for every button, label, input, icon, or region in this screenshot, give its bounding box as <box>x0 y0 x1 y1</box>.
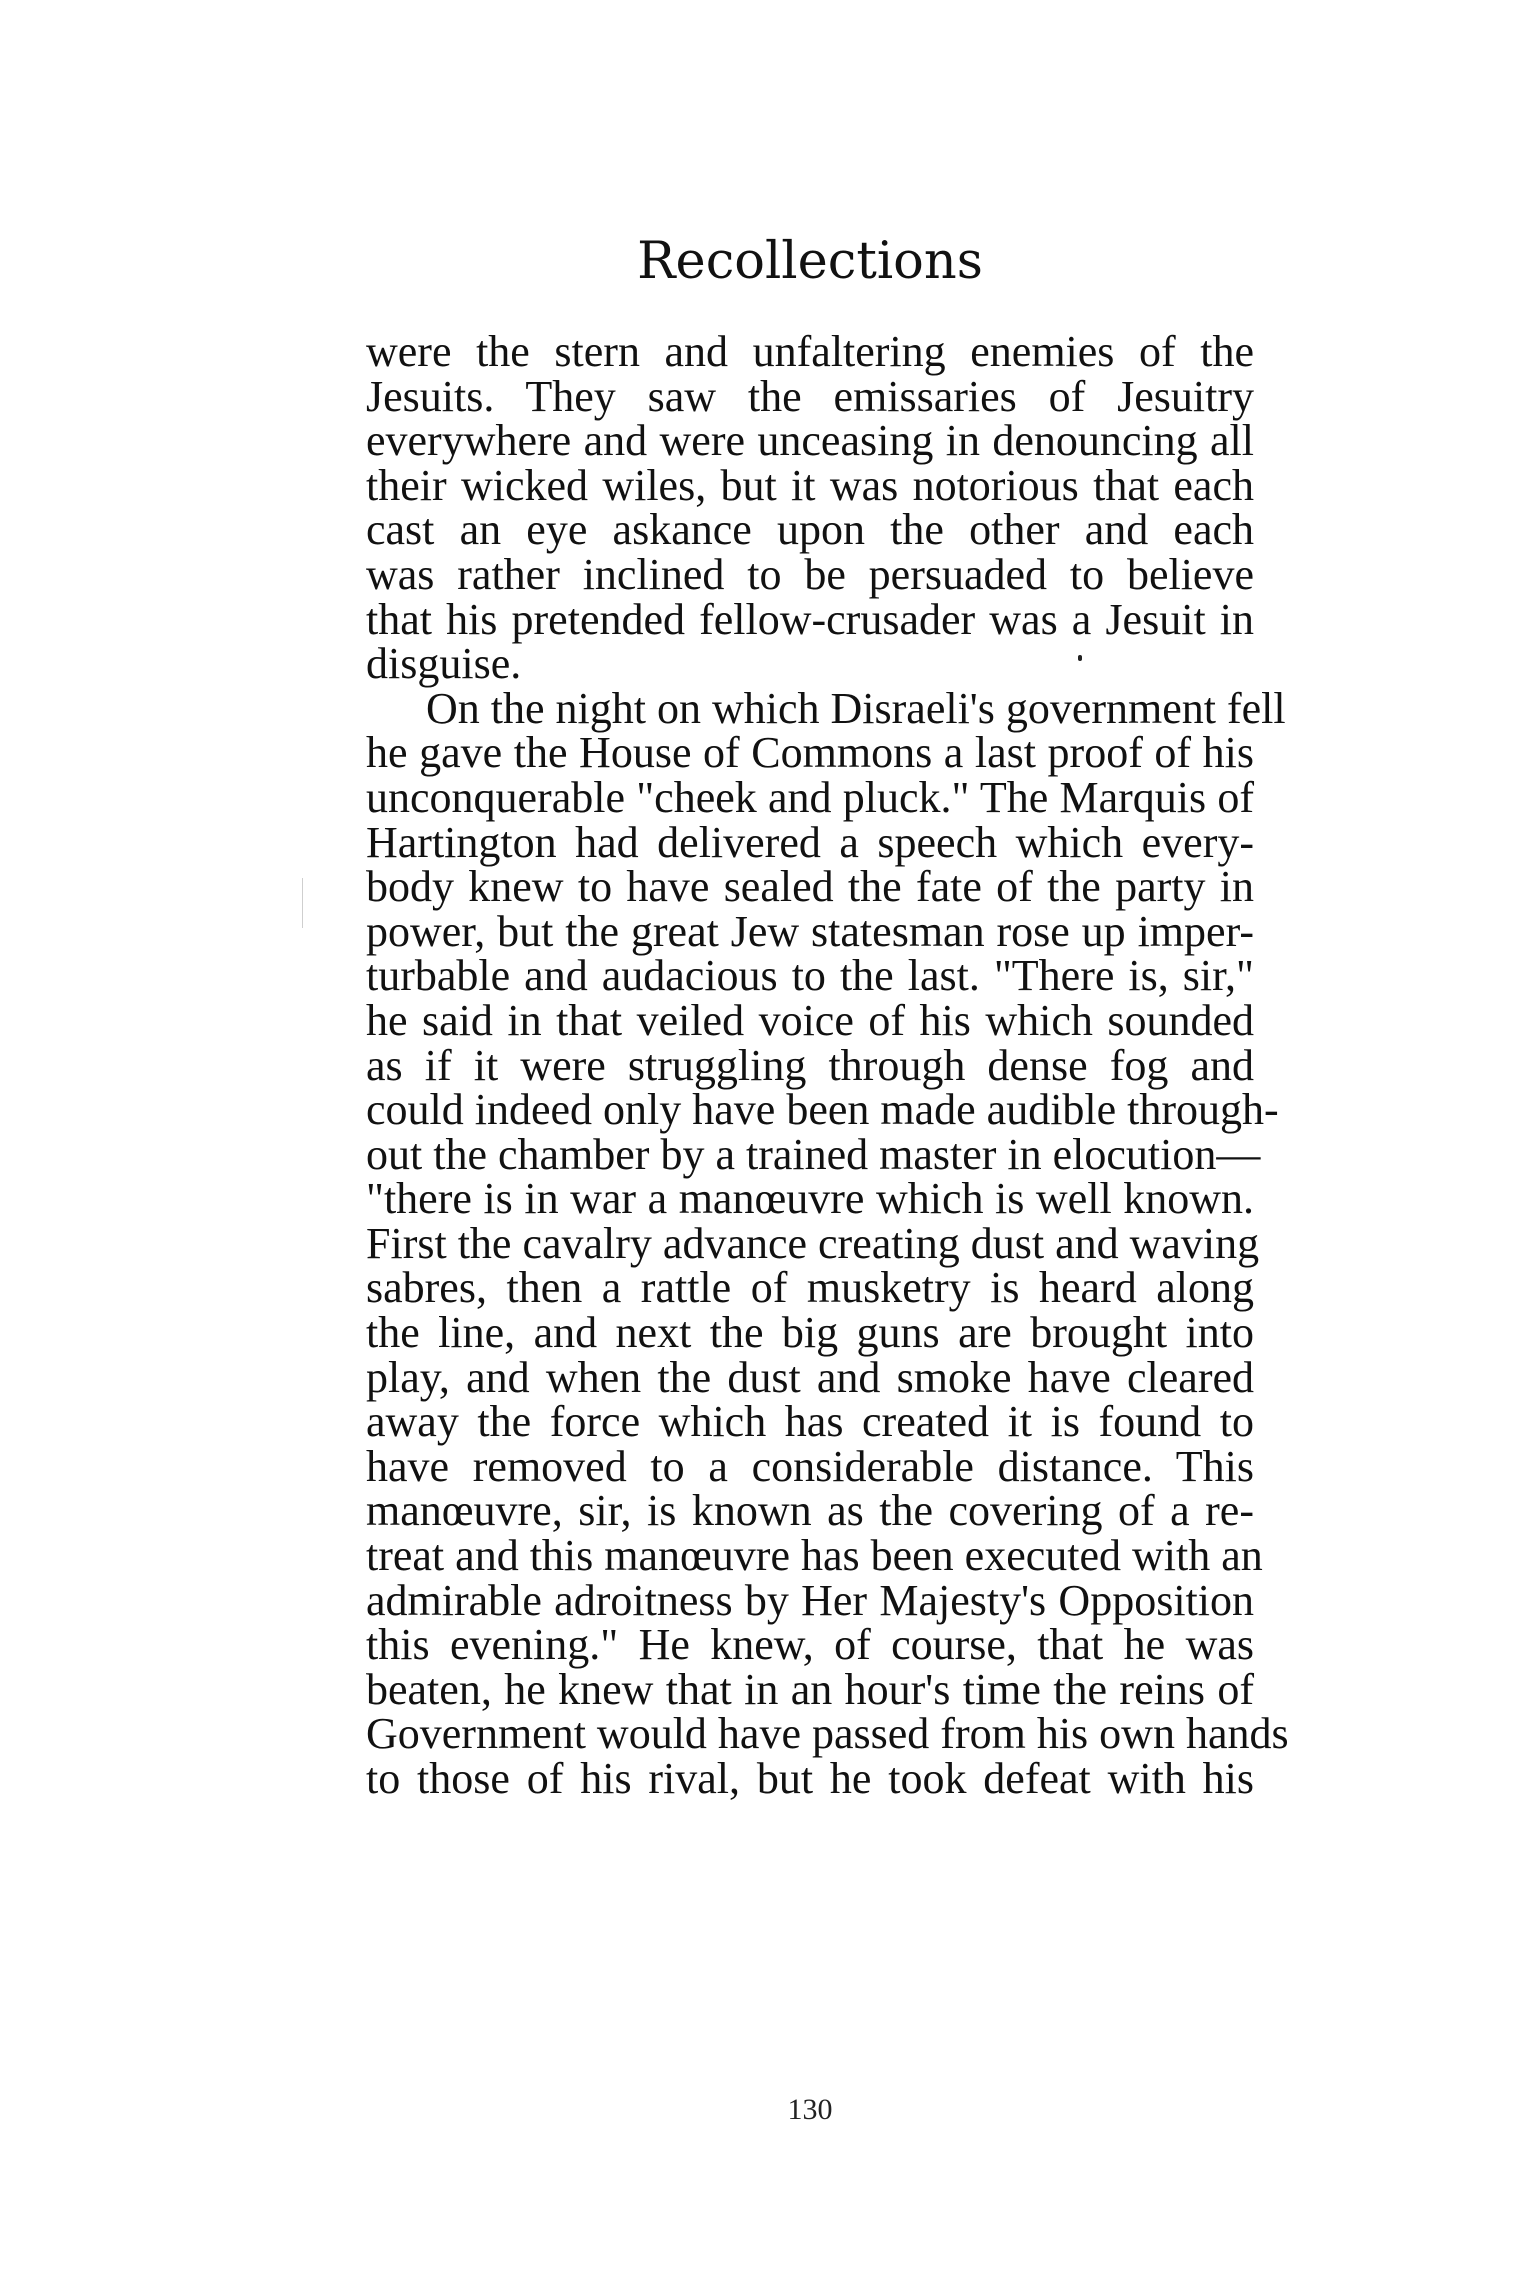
text-line: out the chamber by a trained master in elocution— <box>366 1129 1261 1179</box>
text-line: unconquerable "cheek and pluck." The Marquis of <box>366 772 1254 822</box>
text-line: everywhere and were unceasing in denouncing all <box>366 416 1254 466</box>
text-line: away the force which has created it is found to <box>366 1397 1254 1447</box>
text-line: sabres, then a rattle of musketry is heard along <box>366 1263 1254 1313</box>
text-line: play, and when the dust and smoke have cleared <box>366 1352 1254 1402</box>
text-line: to those of his rival, but he took defeat with his <box>366 1754 1254 1803</box>
running-head: Recollections <box>637 232 983 291</box>
ink-speck <box>1078 655 1082 661</box>
text-line: "there is in war a manœuvre which is well known. <box>366 1174 1254 1224</box>
text-line: their wicked wiles, but it was notorious that each <box>366 460 1254 510</box>
text-line: as if it were struggling through dense fog and <box>366 1040 1254 1090</box>
text-line: he gave the House of Commons a last proof of his <box>366 728 1254 778</box>
text-line: body knew to have sealed the fate of the party in <box>366 862 1254 912</box>
text-line: manœuvre, sir, is known as the covering of a re- <box>366 1486 1254 1536</box>
text-line: power, but the great Jew statesman rose up imper- <box>366 906 1254 956</box>
text-line: he said in that veiled voice of his which sounded <box>366 995 1254 1045</box>
text-line: Jesuits. They saw the emissaries of Jesuitry <box>366 371 1254 421</box>
text-line: could indeed only have been made audible through- <box>366 1085 1279 1135</box>
text-line: have removed to a considerable distance. This <box>366 1441 1254 1491</box>
text-line: First the cavalry advance creating dust and waving <box>366 1218 1260 1268</box>
page-number: 130 <box>787 2093 833 2126</box>
text-line: the line, and next the big guns are brought into <box>366 1308 1254 1358</box>
text-line: were the stern and unfaltering enemies of the <box>366 327 1254 376</box>
text-line: this evening." He knew, of course, that he was <box>366 1620 1254 1670</box>
text-line: beaten, he knew that in an hour's time the reins of <box>366 1664 1254 1714</box>
text-line: was rather inclined to be persuaded to believe <box>366 549 1254 599</box>
text-line: Hartington had delivered a speech which every- <box>366 817 1254 867</box>
text-line: admirable adroitness by Her Majesty's Opposition <box>366 1575 1254 1625</box>
text-line: treat and this manœuvre has been executed with an <box>366 1531 1263 1581</box>
text-line: On the night on which Disraeli's government fell <box>426 683 1286 733</box>
text-line: Government would have passed from his own hands <box>366 1709 1289 1759</box>
text-line: disguise. <box>366 639 522 689</box>
text-line: that his pretended fellow-crusader was a Jesuit in <box>366 594 1254 644</box>
text-line: turbable and audacious to the last. "There is, sir," <box>366 951 1254 1001</box>
margin-mark <box>302 878 303 928</box>
body-text <box>366 327 1289 1803</box>
text-line: cast an eye askance upon the other and each <box>366 505 1254 555</box>
